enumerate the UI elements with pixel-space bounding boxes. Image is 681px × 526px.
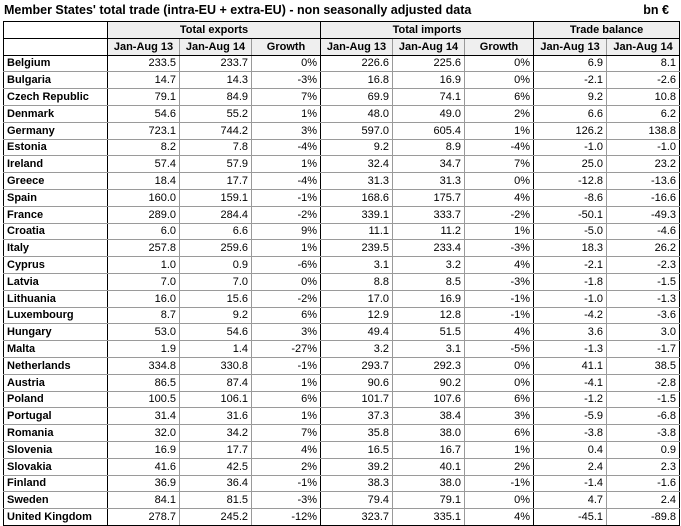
- imports-growth-cell: 4%: [465, 509, 534, 526]
- table-row: [4, 509, 680, 526]
- balance-2014-cell: -16.6: [607, 189, 680, 206]
- page-title: Member States' total trade (intra-EU + extra-EU) - non seasonally adjusted data: [4, 3, 472, 17]
- exports-growth-cell: 3%: [252, 122, 321, 139]
- exports-2014-cell: 159.1: [180, 189, 252, 206]
- table-row: [4, 72, 680, 89]
- imports-2014-cell: 31.3: [393, 173, 465, 190]
- balance-2013-cell: -4.2: [534, 307, 607, 324]
- balance-2014-cell: -3.8: [607, 425, 680, 442]
- imports-2013-cell: 69.9: [321, 89, 393, 106]
- imports-2013-cell: 37.3: [321, 408, 393, 425]
- imports-2014-cell: 90.2: [393, 374, 465, 391]
- country-cell: Belgium: [4, 55, 108, 72]
- balance-2013-cell: -50.1: [534, 206, 607, 223]
- exports-2014-cell: 0.9: [180, 257, 252, 274]
- col-header-imports-2013: Jan-Aug 13: [321, 38, 393, 55]
- exports-2013-cell: 41.6: [108, 458, 180, 475]
- imports-2013-cell: 48.0: [321, 105, 393, 122]
- balance-2013-cell: 0.4: [534, 441, 607, 458]
- balance-2014-cell: -2.6: [607, 72, 680, 89]
- imports-2014-cell: 8.5: [393, 273, 465, 290]
- col-header-exports-2013: Jan-Aug 13: [108, 38, 180, 55]
- imports-2014-cell: 605.4: [393, 122, 465, 139]
- table-row: [4, 105, 680, 122]
- imports-2014-cell: 12.8: [393, 307, 465, 324]
- country-cell: Greece: [4, 173, 108, 190]
- table-row: [4, 173, 680, 190]
- exports-2014-cell: 31.6: [180, 408, 252, 425]
- balance-2013-cell: -1.2: [534, 391, 607, 408]
- balance-2013-cell: -45.1: [534, 509, 607, 526]
- exports-growth-cell: 1%: [252, 105, 321, 122]
- balance-2014-cell: -89.8: [607, 509, 680, 526]
- exports-growth-cell: 4%: [252, 441, 321, 458]
- imports-growth-cell: 0%: [465, 173, 534, 190]
- table-row: [4, 257, 680, 274]
- table-row: [4, 341, 680, 358]
- exports-growth-cell: -27%: [252, 341, 321, 358]
- exports-2013-cell: 32.0: [108, 425, 180, 442]
- exports-2013-cell: 1.0: [108, 257, 180, 274]
- imports-growth-cell: -1%: [465, 475, 534, 492]
- balance-2013-cell: -2.1: [534, 257, 607, 274]
- imports-2014-cell: 38.0: [393, 425, 465, 442]
- imports-growth-cell: 2%: [465, 458, 534, 475]
- imports-2013-cell: 12.9: [321, 307, 393, 324]
- imports-2013-cell: 16.5: [321, 441, 393, 458]
- country-cell: Lithuania: [4, 290, 108, 307]
- imports-2013-cell: 90.6: [321, 374, 393, 391]
- balance-2013-cell: 18.3: [534, 240, 607, 257]
- country-cell: Italy: [4, 240, 108, 257]
- exports-growth-cell: 1%: [252, 408, 321, 425]
- country-cell: Finland: [4, 475, 108, 492]
- balance-2014-cell: -1.6: [607, 475, 680, 492]
- exports-2013-cell: 6.0: [108, 223, 180, 240]
- group-header-exports: Total exports: [108, 22, 321, 39]
- imports-2013-cell: 49.4: [321, 324, 393, 341]
- exports-2013-cell: 278.7: [108, 509, 180, 526]
- imports-growth-cell: 0%: [465, 55, 534, 72]
- country-cell: Czech Republic: [4, 89, 108, 106]
- balance-2013-cell: 3.6: [534, 324, 607, 341]
- table-row: [4, 357, 680, 374]
- balance-2013-cell: 126.2: [534, 122, 607, 139]
- balance-2014-cell: -4.6: [607, 223, 680, 240]
- country-cell: Spain: [4, 189, 108, 206]
- imports-growth-cell: 4%: [465, 189, 534, 206]
- table-row: [4, 223, 680, 240]
- imports-growth-cell: -4%: [465, 139, 534, 156]
- exports-2013-cell: 36.9: [108, 475, 180, 492]
- exports-growth-cell: -2%: [252, 290, 321, 307]
- exports-2014-cell: 55.2: [180, 105, 252, 122]
- imports-2014-cell: 40.1: [393, 458, 465, 475]
- exports-2014-cell: 106.1: [180, 391, 252, 408]
- country-cell: United Kingdom: [4, 509, 108, 526]
- col-header-exports-2014: Jan-Aug 14: [180, 38, 252, 55]
- balance-2014-cell: -1.7: [607, 341, 680, 358]
- balance-2014-cell: 26.2: [607, 240, 680, 257]
- balance-2013-cell: -12.8: [534, 173, 607, 190]
- imports-2013-cell: 226.6: [321, 55, 393, 72]
- exports-growth-cell: -12%: [252, 509, 321, 526]
- exports-2013-cell: 7.0: [108, 273, 180, 290]
- table-row: [4, 240, 680, 257]
- exports-2013-cell: 57.4: [108, 156, 180, 173]
- exports-growth-cell: -2%: [252, 206, 321, 223]
- exports-2013-cell: 8.7: [108, 307, 180, 324]
- col-header-imports-2014: Jan-Aug 14: [393, 38, 465, 55]
- imports-2014-cell: 51.5: [393, 324, 465, 341]
- exports-2014-cell: 259.6: [180, 240, 252, 257]
- table-row: [4, 156, 680, 173]
- balance-2013-cell: 25.0: [534, 156, 607, 173]
- imports-2013-cell: 168.6: [321, 189, 393, 206]
- exports-growth-cell: 2%: [252, 458, 321, 475]
- imports-growth-cell: -5%: [465, 341, 534, 358]
- exports-growth-cell: 1%: [252, 240, 321, 257]
- imports-growth-cell: 6%: [465, 425, 534, 442]
- balance-2014-cell: -3.6: [607, 307, 680, 324]
- exports-2014-cell: 6.6: [180, 223, 252, 240]
- imports-growth-cell: 0%: [465, 72, 534, 89]
- table-row: [4, 55, 680, 72]
- exports-growth-cell: -4%: [252, 173, 321, 190]
- exports-2014-cell: 284.4: [180, 206, 252, 223]
- imports-2013-cell: 3.1: [321, 257, 393, 274]
- imports-2013-cell: 11.1: [321, 223, 393, 240]
- balance-2014-cell: -2.3: [607, 257, 680, 274]
- imports-2013-cell: 39.2: [321, 458, 393, 475]
- balance-2014-cell: 0.9: [607, 441, 680, 458]
- exports-2014-cell: 17.7: [180, 173, 252, 190]
- exports-2014-cell: 84.9: [180, 89, 252, 106]
- exports-growth-cell: 7%: [252, 425, 321, 442]
- balance-2014-cell: 8.1: [607, 55, 680, 72]
- country-cell: Poland: [4, 391, 108, 408]
- table-row: [4, 458, 680, 475]
- imports-2014-cell: 16.9: [393, 290, 465, 307]
- exports-growth-cell: 6%: [252, 391, 321, 408]
- country-cell: Hungary: [4, 324, 108, 341]
- imports-2014-cell: 3.2: [393, 257, 465, 274]
- balance-2013-cell: -1.0: [534, 290, 607, 307]
- exports-2013-cell: 257.8: [108, 240, 180, 257]
- exports-2013-cell: 84.1: [108, 492, 180, 509]
- table-row: [4, 324, 680, 341]
- balance-2013-cell: 6.9: [534, 55, 607, 72]
- exports-growth-cell: 0%: [252, 273, 321, 290]
- exports-2014-cell: 17.7: [180, 441, 252, 458]
- col-header-imports-growth: Growth: [465, 38, 534, 55]
- country-cell: Slovenia: [4, 441, 108, 458]
- balance-2013-cell: -2.1: [534, 72, 607, 89]
- imports-2014-cell: 34.7: [393, 156, 465, 173]
- table-row: [4, 475, 680, 492]
- balance-2014-cell: -1.5: [607, 391, 680, 408]
- country-cell: Croatia: [4, 223, 108, 240]
- balance-2013-cell: 6.6: [534, 105, 607, 122]
- col-header-exports-growth: Growth: [252, 38, 321, 55]
- balance-2014-cell: -49.3: [607, 206, 680, 223]
- exports-2013-cell: 289.0: [108, 206, 180, 223]
- table-row: [4, 492, 680, 509]
- exports-growth-cell: -1%: [252, 189, 321, 206]
- balance-2014-cell: -6.8: [607, 408, 680, 425]
- country-cell: Bulgaria: [4, 72, 108, 89]
- imports-2014-cell: 16.9: [393, 72, 465, 89]
- imports-2014-cell: 38.4: [393, 408, 465, 425]
- exports-2014-cell: 1.4: [180, 341, 252, 358]
- exports-2013-cell: 54.6: [108, 105, 180, 122]
- balance-2014-cell: 6.2: [607, 105, 680, 122]
- country-cell: Germany: [4, 122, 108, 139]
- table-body: [4, 55, 680, 525]
- imports-2013-cell: 8.8: [321, 273, 393, 290]
- imports-growth-cell: 6%: [465, 89, 534, 106]
- balance-2013-cell: 41.1: [534, 357, 607, 374]
- group-header-imports: Total imports: [321, 22, 534, 39]
- imports-2013-cell: 293.7: [321, 357, 393, 374]
- country-cell: Cyprus: [4, 257, 108, 274]
- country-cell: Denmark: [4, 105, 108, 122]
- exports-2014-cell: 9.2: [180, 307, 252, 324]
- balance-2014-cell: 23.2: [607, 156, 680, 173]
- imports-2014-cell: 79.1: [393, 492, 465, 509]
- table-row: [4, 273, 680, 290]
- exports-2014-cell: 34.2: [180, 425, 252, 442]
- table-row: [4, 391, 680, 408]
- title-bar: [0, 0, 681, 20]
- table-row: [4, 206, 680, 223]
- country-cell: Romania: [4, 425, 108, 442]
- exports-2014-cell: 36.4: [180, 475, 252, 492]
- imports-2013-cell: 339.1: [321, 206, 393, 223]
- country-cell: Austria: [4, 374, 108, 391]
- imports-2014-cell: 8.9: [393, 139, 465, 156]
- balance-2013-cell: 2.4: [534, 458, 607, 475]
- exports-2014-cell: 81.5: [180, 492, 252, 509]
- balance-2013-cell: -1.4: [534, 475, 607, 492]
- exports-2014-cell: 330.8: [180, 357, 252, 374]
- imports-growth-cell: 0%: [465, 492, 534, 509]
- table-row: [4, 290, 680, 307]
- exports-2014-cell: 57.9: [180, 156, 252, 173]
- balance-2014-cell: 3.0: [607, 324, 680, 341]
- imports-growth-cell: -3%: [465, 240, 534, 257]
- imports-2013-cell: 597.0: [321, 122, 393, 139]
- group-header-balance: Trade balance: [534, 22, 680, 39]
- trade-table: [3, 21, 680, 526]
- imports-2014-cell: 333.7: [393, 206, 465, 223]
- exports-2013-cell: 233.5: [108, 55, 180, 72]
- imports-2013-cell: 32.4: [321, 156, 393, 173]
- exports-2013-cell: 16.0: [108, 290, 180, 307]
- imports-2014-cell: 49.0: [393, 105, 465, 122]
- table-row: [4, 122, 680, 139]
- col-header-balance-2014: Jan-Aug 14: [607, 38, 680, 55]
- exports-2013-cell: 8.2: [108, 139, 180, 156]
- balance-2013-cell: -5.0: [534, 223, 607, 240]
- exports-2014-cell: 233.7: [180, 55, 252, 72]
- balance-2014-cell: -13.6: [607, 173, 680, 190]
- exports-2014-cell: 15.6: [180, 290, 252, 307]
- exports-2014-cell: 87.4: [180, 374, 252, 391]
- exports-growth-cell: -3%: [252, 72, 321, 89]
- country-cell: Slovakia: [4, 458, 108, 475]
- exports-growth-cell: 3%: [252, 324, 321, 341]
- imports-growth-cell: -1%: [465, 307, 534, 324]
- imports-growth-cell: 3%: [465, 408, 534, 425]
- imports-growth-cell: 1%: [465, 122, 534, 139]
- country-cell: Portugal: [4, 408, 108, 425]
- exports-2013-cell: 1.9: [108, 341, 180, 358]
- balance-2014-cell: 10.8: [607, 89, 680, 106]
- imports-2014-cell: 3.1: [393, 341, 465, 358]
- imports-2013-cell: 239.5: [321, 240, 393, 257]
- exports-growth-cell: 6%: [252, 307, 321, 324]
- exports-2013-cell: 100.5: [108, 391, 180, 408]
- country-cell: Sweden: [4, 492, 108, 509]
- balance-2013-cell: -5.9: [534, 408, 607, 425]
- imports-growth-cell: -1%: [465, 290, 534, 307]
- exports-growth-cell: -1%: [252, 357, 321, 374]
- country-header: [4, 38, 108, 55]
- imports-2013-cell: 31.3: [321, 173, 393, 190]
- imports-growth-cell: 7%: [465, 156, 534, 173]
- exports-growth-cell: 7%: [252, 89, 321, 106]
- imports-2013-cell: 35.8: [321, 425, 393, 442]
- balance-2013-cell: -4.1: [534, 374, 607, 391]
- balance-2013-cell: 4.7: [534, 492, 607, 509]
- imports-2013-cell: 101.7: [321, 391, 393, 408]
- exports-2014-cell: 7.0: [180, 273, 252, 290]
- balance-2013-cell: -1.3: [534, 341, 607, 358]
- balance-2014-cell: 2.4: [607, 492, 680, 509]
- imports-2013-cell: 16.8: [321, 72, 393, 89]
- imports-2014-cell: 175.7: [393, 189, 465, 206]
- exports-growth-cell: -3%: [252, 492, 321, 509]
- exports-growth-cell: 0%: [252, 55, 321, 72]
- balance-2013-cell: -1.8: [534, 273, 607, 290]
- balance-2014-cell: 138.8: [607, 122, 680, 139]
- table-row: [4, 425, 680, 442]
- imports-2013-cell: 38.3: [321, 475, 393, 492]
- balance-2014-cell: -2.8: [607, 374, 680, 391]
- imports-2014-cell: 38.0: [393, 475, 465, 492]
- table-row: [4, 307, 680, 324]
- balance-2013-cell: -8.6: [534, 189, 607, 206]
- country-cell: Estonia: [4, 139, 108, 156]
- exports-2014-cell: 54.6: [180, 324, 252, 341]
- imports-2014-cell: 335.1: [393, 509, 465, 526]
- imports-2013-cell: 3.2: [321, 341, 393, 358]
- exports-2013-cell: 14.7: [108, 72, 180, 89]
- imports-2014-cell: 74.1: [393, 89, 465, 106]
- exports-2013-cell: 53.0: [108, 324, 180, 341]
- imports-growth-cell: 1%: [465, 441, 534, 458]
- table-row: [4, 374, 680, 391]
- country-cell: Luxembourg: [4, 307, 108, 324]
- imports-2014-cell: 233.4: [393, 240, 465, 257]
- balance-2014-cell: -1.3: [607, 290, 680, 307]
- exports-2014-cell: 14.3: [180, 72, 252, 89]
- imports-growth-cell: -3%: [465, 273, 534, 290]
- country-cell: Latvia: [4, 273, 108, 290]
- imports-2013-cell: 79.4: [321, 492, 393, 509]
- exports-2013-cell: 31.4: [108, 408, 180, 425]
- exports-growth-cell: 1%: [252, 374, 321, 391]
- balance-2013-cell: -3.8: [534, 425, 607, 442]
- balance-2013-cell: -1.0: [534, 139, 607, 156]
- imports-2013-cell: 323.7: [321, 509, 393, 526]
- balance-2014-cell: 2.3: [607, 458, 680, 475]
- country-cell: Malta: [4, 341, 108, 358]
- balance-2013-cell: 9.2: [534, 89, 607, 106]
- exports-growth-cell: -4%: [252, 139, 321, 156]
- exports-growth-cell: -1%: [252, 475, 321, 492]
- imports-growth-cell: -2%: [465, 206, 534, 223]
- table-row: [4, 189, 680, 206]
- imports-growth-cell: 4%: [465, 324, 534, 341]
- exports-2013-cell: 160.0: [108, 189, 180, 206]
- balance-2014-cell: -1.0: [607, 139, 680, 156]
- exports-2014-cell: 245.2: [180, 509, 252, 526]
- exports-2014-cell: 7.8: [180, 139, 252, 156]
- balance-2014-cell: 38.5: [607, 357, 680, 374]
- exports-2013-cell: 16.9: [108, 441, 180, 458]
- imports-2014-cell: 225.6: [393, 55, 465, 72]
- unit-label: bn €: [643, 3, 669, 17]
- table-row: [4, 139, 680, 156]
- table-row: [4, 89, 680, 106]
- imports-2014-cell: 16.7: [393, 441, 465, 458]
- table-row: [4, 441, 680, 458]
- exports-growth-cell: 9%: [252, 223, 321, 240]
- exports-2013-cell: 86.5: [108, 374, 180, 391]
- imports-growth-cell: 2%: [465, 105, 534, 122]
- exports-2013-cell: 723.1: [108, 122, 180, 139]
- imports-growth-cell: 0%: [465, 374, 534, 391]
- exports-growth-cell: 1%: [252, 156, 321, 173]
- imports-growth-cell: 4%: [465, 257, 534, 274]
- exports-2013-cell: 334.8: [108, 357, 180, 374]
- exports-2014-cell: 744.2: [180, 122, 252, 139]
- imports-growth-cell: 1%: [465, 223, 534, 240]
- country-cell: Ireland: [4, 156, 108, 173]
- table-row: [4, 408, 680, 425]
- country-cell: Netherlands: [4, 357, 108, 374]
- imports-2014-cell: 292.3: [393, 357, 465, 374]
- country-cell: France: [4, 206, 108, 223]
- imports-2013-cell: 17.0: [321, 290, 393, 307]
- imports-growth-cell: 0%: [465, 357, 534, 374]
- balance-2014-cell: -1.5: [607, 273, 680, 290]
- imports-growth-cell: 6%: [465, 391, 534, 408]
- imports-2014-cell: 11.2: [393, 223, 465, 240]
- imports-2013-cell: 9.2: [321, 139, 393, 156]
- exports-2013-cell: 79.1: [108, 89, 180, 106]
- exports-2014-cell: 42.5: [180, 458, 252, 475]
- corner-cell: [4, 22, 108, 39]
- exports-growth-cell: -6%: [252, 257, 321, 274]
- col-header-balance-2013: Jan-Aug 13: [534, 38, 607, 55]
- imports-2014-cell: 107.6: [393, 391, 465, 408]
- exports-2013-cell: 18.4: [108, 173, 180, 190]
